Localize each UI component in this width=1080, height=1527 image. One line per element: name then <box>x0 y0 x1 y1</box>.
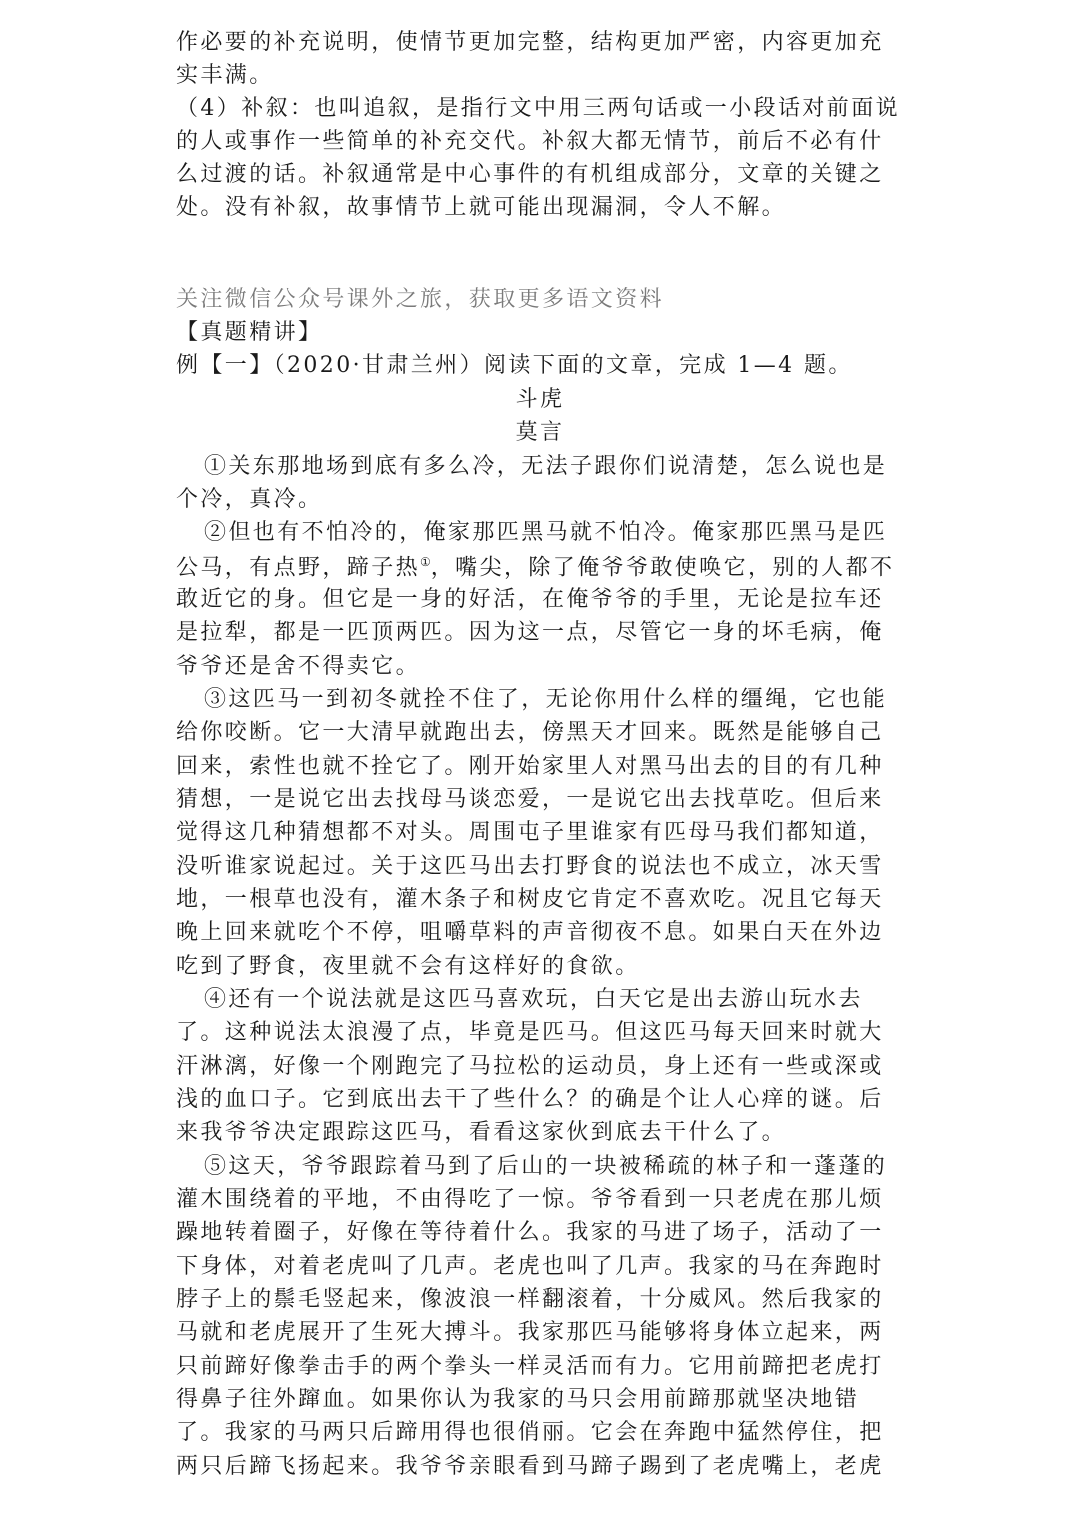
paragraph-4-line: ④还有一个说法就是这匹马喜欢玩，白天它是出去游山玩水去 <box>204 987 863 1012</box>
paragraph-5-line: 两只后蹄飞扬起来。我爷爷亲眼看到马蹄子踢到了老虎嘴上，老虎 <box>176 1454 884 1479</box>
text-fragment: ，嘴尖，除了俺爷爷敢使唤它，别的人都不 <box>430 555 895 581</box>
paragraph-2-line: 爷爷还是舍不得卖它。 <box>176 654 421 679</box>
paragraph-4-line: 浅的血口子。它到底出去干了些什么？的确是个让人心痒的谜。后 <box>176 1087 884 1112</box>
paragraph-4-line: 了。这种说法太浪漫了点，毕竟是匹马。但这匹马每天回来时就大 <box>176 1020 884 1045</box>
paragraph-5-line: 躁地转着圈子，好像在等待着什么。我家的马进了场子，活动了一 <box>176 1220 884 1245</box>
text-line: 作必要的补充说明，使情节更加完整，结构更加严密，内容更加充 <box>176 30 884 55</box>
paragraph-5-line: 下身体，对着老虎叫了几声。老虎也叫了几声。我家的马在奔跑时 <box>176 1254 884 1279</box>
text-line: 处。没有补叙，故事情节上就可能出现漏洞，令人不解。 <box>176 195 787 220</box>
paragraph-3-line: 回来，索性也就不拴它了。刚开始家里人对黑马出去的目的有几种 <box>176 754 884 779</box>
paragraph-1-line: ①关东那地场到底有多么冷，无法子跟你们说清楚，怎么说也是 <box>204 454 888 479</box>
paragraph-2-line: ②但也有不怕冷的，俺家那匹黑马就不怕冷。俺家那匹黑马是匹 <box>204 520 888 545</box>
text-line: （4）补叙：也叫追叙，是指行文中用三两句话或一小段话对前面说 <box>176 96 900 121</box>
paragraph-3-line: 猜想，一是说它出去找母马谈恋爱，一是说它出去找草吃。但后来 <box>176 787 884 812</box>
example-prompt: 例【一】（2020·甘肃兰州）阅读下面的文章，完成 1—4 题。 <box>176 353 853 378</box>
paragraph-5-line: 马就和老虎展开了生死大搏斗。我家那匹马能够将身体立起来，两 <box>176 1320 884 1345</box>
paragraph-5-line: ⑤这天，爷爷跟踪着马到了后山的一块被稀疏的林子和一蓬蓬的 <box>204 1154 888 1179</box>
text-line: 的人或事作一些简单的补充交代。补叙大都无情节，前后不必有什 <box>176 129 884 154</box>
paragraph-3-line: 没听谁家说起过。关于这匹马出去打野食的说法也不成立，冰天雪 <box>176 854 884 879</box>
paragraph-5-line: 得鼻子往外蹿血。如果你认为我家的马只会用前蹄那就坚决地错 <box>176 1387 860 1412</box>
wechat-promo-text: 关注微信公众号课外之旅，获取更多语文资料 <box>176 287 665 312</box>
paragraph-5-line: 只前蹄好像拳击手的两个拳头一样灵活而有力。它用前蹄把老虎打 <box>176 1354 884 1379</box>
paragraph-3-line: 吃到了野食，夜里就不会有这样好的食欲。 <box>176 954 640 979</box>
text-line: 实丰满。 <box>176 63 274 88</box>
footnote-marker: ① <box>420 555 431 569</box>
paragraph-2-line: 是拉犁，都是一匹顶两匹。因为这一点，尽管它一身的坏毛病，俺 <box>176 620 884 645</box>
paragraph-5-line: 了。我家的马两只后蹄用得也很俏丽。它会在奔跑中猛然停住，把 <box>176 1420 884 1445</box>
paragraph-3-line: 觉得这几种猜想都不对头。周围屯子里谁家有匹母马我们都知道， <box>176 820 884 845</box>
article-title: 斗虎 <box>515 387 565 412</box>
text-line: 么过渡的话。补叙通常是中心事件的有机组成部分，文章的关键之 <box>176 162 884 187</box>
paragraph-5-line: 脖子上的鬃毛竖起来，像波浪一样翻滚着，十分威风。然后我家的 <box>176 1287 884 1312</box>
text-fragment: 公马，有点野，蹄子热 <box>176 555 421 581</box>
paragraph-3-line: 晚上回来就吃个不停，咀嚼草料的声音彻夜不息。如果白天在外边 <box>176 920 884 945</box>
article-author: 莫言 <box>515 420 565 445</box>
section-heading: 【真题精讲】 <box>176 320 323 345</box>
paragraph-2-line: 敢近它的身。但它是一身的好活，在俺爷爷的手里，无论是拉车还 <box>176 587 884 612</box>
paragraph-2-line <box>176 556 894 579</box>
paragraph-4-line: 汗淋漓，好像一个刚跑完了马拉松的运动员，身上还有一些或深或 <box>176 1054 884 1079</box>
paragraph-3-line: ③这匹马一到初冬就拴不住了，无论你用什么样的缰绳，它也能 <box>204 687 888 712</box>
paragraph-1-line: 个冷，真冷。 <box>176 487 323 512</box>
paragraph-5-line: 灌木围绕着的平地，不由得吃了一惊。爷爷看到一只老虎在那儿烦 <box>176 1187 884 1212</box>
paragraph-3-line: 给你咬断。它一大清早就跑出去，傍黑天才回来。既然是能够自己 <box>176 720 884 745</box>
paragraph-3-line: 地，一根草也没有，灌木条子和树皮它肯定不喜欢吃。况且它每天 <box>176 887 884 912</box>
paragraph-4-line: 来我爷爷决定跟踪这匹马，看看这家伙到底去干什么了。 <box>176 1120 787 1145</box>
